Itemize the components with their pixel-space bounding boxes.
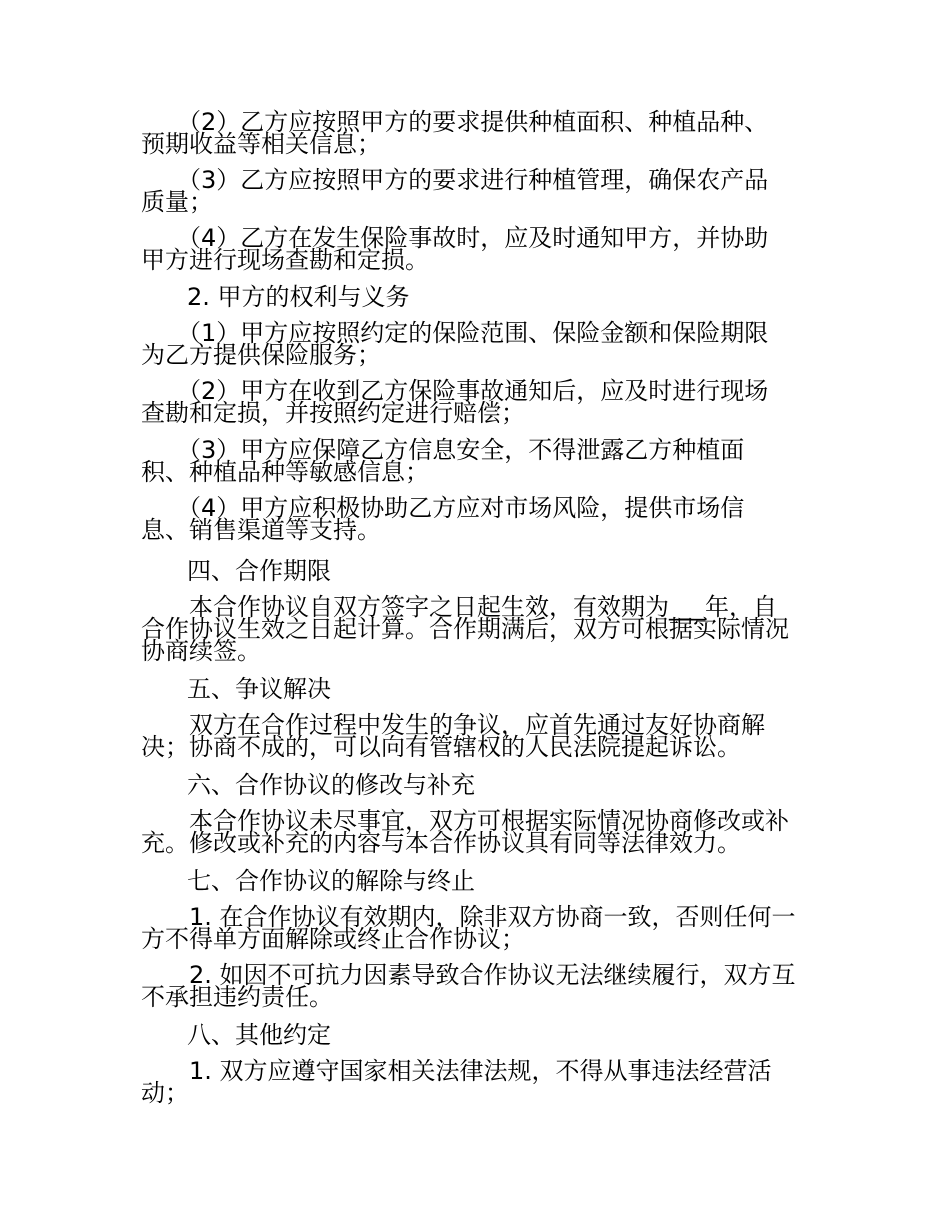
paragraph: [141, 224, 821, 274]
paragraph: [141, 494, 821, 544]
paragraph: [141, 436, 821, 486]
text-line: （2）甲方在收到乙方保险事故通知后，应及时进行现场: [141, 377, 769, 405]
text-line: 决；协商不成的，可以向有管辖权的人民法院提起诉讼。: [141, 733, 741, 761]
text-line: 2. 如因不可抗力因素导致合作协议无法继续履行，双方互: [141, 961, 796, 989]
text-line: 1. 双方应遵守国家相关法律法规，不得从事违法经营活: [141, 1057, 772, 1085]
paragraph: [141, 377, 821, 427]
paragraph: [141, 711, 821, 761]
text-line: 为乙方提供保险服务；: [141, 341, 381, 369]
text-line: 充。修改或补充的内容与本合作协议具有同等法律效力。: [141, 829, 741, 857]
text-line: 本合作协议自双方签字之日起生效，有效期为___年，自: [141, 593, 777, 621]
text-line: 协商续签。: [141, 637, 261, 665]
text-line: 甲方进行现场查勘和定损。: [141, 246, 429, 274]
section-heading: 八、其他约定: [187, 1021, 331, 1049]
section-heading: 四、合作期限: [187, 557, 331, 585]
text-line: 预期收益等相关信息；: [141, 130, 381, 158]
text-line: 质量；: [141, 188, 213, 216]
text-line: （4）乙方在发生保险事故时，应及时通知甲方，并协助: [141, 224, 769, 252]
paragraph: [141, 903, 821, 953]
paragraph: [141, 108, 821, 158]
paragraph: [141, 807, 821, 857]
text-line: （2）乙方应按照甲方的要求提供种植面积、种植品种、: [141, 108, 769, 136]
text-line: 1. 在合作协议有效期内，除非双方协商一致，否则任何一: [141, 903, 796, 931]
text-line: 积、种植品种等敏感信息；: [141, 458, 429, 486]
section-heading: 六、合作协议的修改与补充: [187, 771, 475, 799]
text-line: 合作协议生效之日起计算。合作期满后，双方可根据实际情况: [141, 615, 789, 643]
text-line: 双方在合作过程中发生的争议，应首先通过友好协商解: [141, 711, 765, 739]
paragraph: [141, 593, 821, 665]
text-line: 息、销售渠道等支持。: [141, 516, 381, 544]
paragraph: [141, 1057, 821, 1107]
text-line: （4）甲方应积极协助乙方应对市场风险，提供市场信: [141, 494, 745, 522]
text-line: 查勘和定损，并按照约定进行赔偿；: [141, 399, 525, 427]
text-line: 不承担违约责任。: [141, 983, 333, 1011]
text-line: （3）甲方应保障乙方信息安全，不得泄露乙方种植面: [141, 436, 745, 464]
section-heading: 五、争议解决: [187, 675, 331, 703]
text-line: （1）甲方应按照约定的保险范围、保险金额和保险期限: [141, 319, 769, 347]
text-line: 动；: [141, 1079, 189, 1107]
text-line: 本合作协议未尽事宜，双方可根据实际情况协商修改或补: [141, 807, 789, 835]
paragraph: [141, 961, 821, 1011]
text-line: （3）乙方应按照甲方的要求进行种植管理，确保农产品: [141, 166, 769, 194]
paragraph: [141, 319, 821, 369]
section-heading: 2. 甲方的权利与义务: [187, 283, 410, 311]
paragraph: [141, 166, 821, 216]
text-line: 方不得单方面解除或终止合作协议；: [141, 925, 525, 953]
section-heading: 七、合作协议的解除与终止: [187, 867, 475, 895]
